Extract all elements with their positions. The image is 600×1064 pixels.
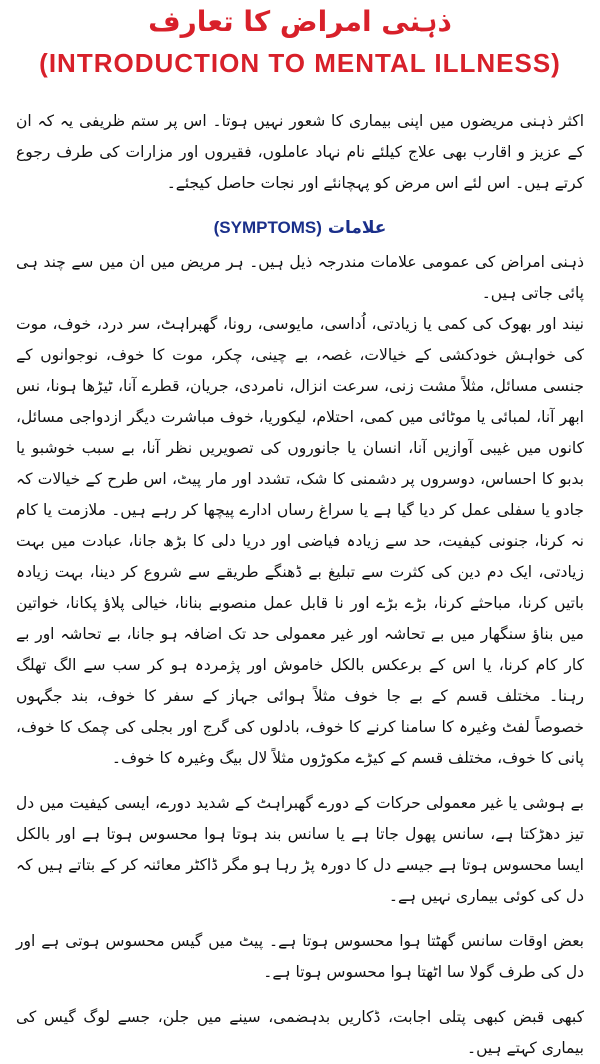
panic-attacks-paragraph: بے ہوشی یا غیر معمولی حرکات کے دورے گھبراہٹ کے شدید دورے، ایسی کیفیت میں دل تیز دھڑکتا ہے، سانس پھول جاتا ہے یا سانس بند ہوتا ہوا محسوس ہوتا ہے اور بالکل ایسا محسوس ہوتا ہے جیسے دل کا دورہ پڑ رہا ہو مگر ڈاکٹر معائنہ کر کے بتاتے ہیں کہ دل کی کوئی بیماری نہیں ہے۔: [16, 794, 584, 905]
symptoms-heading-english: (SYMPTOMS): [213, 218, 322, 237]
symptoms-lead-paragraph: ذہنی امراض کی عمومی علامات مندرجہ ذیل ہیں۔ ہر مریض میں ان میں سے چند ہی پائی جاتی ہیں۔: [16, 253, 584, 302]
page-title-urdu: ذہنی امراض کا تعارف: [148, 5, 452, 38]
symptoms-list-paragraph: نیند اور بھوک کی کمی یا زیادتی، اُداسی، مایوسی، رونا، گھبراہٹ، سر درد، خوف، موت کی خواہش خودکشی کے خیالات، غصہ، بے چینی، چکر، موت کا خوف، نوجوانوں کے جنسی مسائل، مثلاً مشت زنی، سرعت انزال، نامردی، جریان، قطرے آنا، ٹیڑھا ہونا، نس ابھر آنا، لمبائی یا موٹائی میں کمی، احتلام، لیکوریا، خوف مباشرت دیگر ازدواجی مسائل، کانوں میں غیبی آوازیں آنا، انسان یا جانوروں کی تصویریں نظر آنا، بے سبب خوشبو یا بدبو کا احساس، دوسروں پر دشمنی کا شک، تشدد اور مار پیٹ، اس طرح کے خیالات کہ جادو یا سفلی عمل کر دیا گیا ہے یا سراغ رساں ادارے پیچھا کر رہے ہیں۔ ملازمت یا کام نہ کرنا، جنونی کیفیت، حد سے زیادہ فیاضی اور دریا دلی کا بڑھ جانا، عبادت میں بہت زیادتی، ایک دم دین کی کثرت سے تبلیغ بے ڈھنگے طریقے سے شروع کر دینا، بہت زیادہ باتیں کرنا، مباحثے کرنا، بڑے بڑے اور نا قابل عمل منصوبے بنانا، خیالی پلاؤ پکانا، خواتین میں بناؤ سنگھار میں بے تحاشہ اور غیر معمولی حد تک اضافہ ہو جانا، بے تحاشہ اور بے کار کام کرنا، یا اس کے برعکس بالکل خاموش اور پژمردہ ہو کر سب سے الگ تھلگ رہنا۔ مختلف قسم کے بے جا خوف مثلاً ہوائی جہاز کے سفر کا خوف، بند جگہوں خصوصاً لفٹ وغیرہ کا سامنا کرنے کا خوف، بادلوں کی گرج اور بجلی کی چمک کا خوف، پانی کا خوف، مختلف قسم کے کیڑے مکوڑوں مثلاً لال بیگ وغیرہ کا خوف۔: [16, 315, 584, 767]
symptoms-heading-urdu: علامات: [327, 218, 387, 238]
breathing-gas-paragraph: بعض اوقات سانس گھٹتا ہوا محسوس ہوتا ہے۔ پیٹ میں گیس محسوس ہوتی ہے اور دل کی طرف گولا سا اٹھتا ہوا محسوس ہوتا ہے۔: [16, 932, 584, 981]
digestion-paragraph: کبھی قبض کبھی پتلی اجابت، ڈکاریں بدہضمی، سینے میں جلن، جسے لوگ گیس کی بیماری کہتے ہیں۔: [16, 1008, 584, 1057]
document-page: [0, 2, 600, 1057]
symptoms-heading: [16, 213, 584, 243]
intro-paragraph: اکثر ذہنی مریضوں میں اپنی بیماری کا شعور نہیں ہوتا۔ اس پر ستم ظریفی یہ کہ ان کے عزیز و اقارب بھی علاج کیلئے نام نہاد عاملوں، فقیروں اور مزارات کی طرف رجوع کرتے ہیں۔ اس لئے اس مرض کو پہچانئے اور نجات حاصل کیجئے۔: [16, 112, 584, 192]
page-title-english: (INTRODUCTION TO MENTAL ILLNESS): [39, 48, 561, 78]
